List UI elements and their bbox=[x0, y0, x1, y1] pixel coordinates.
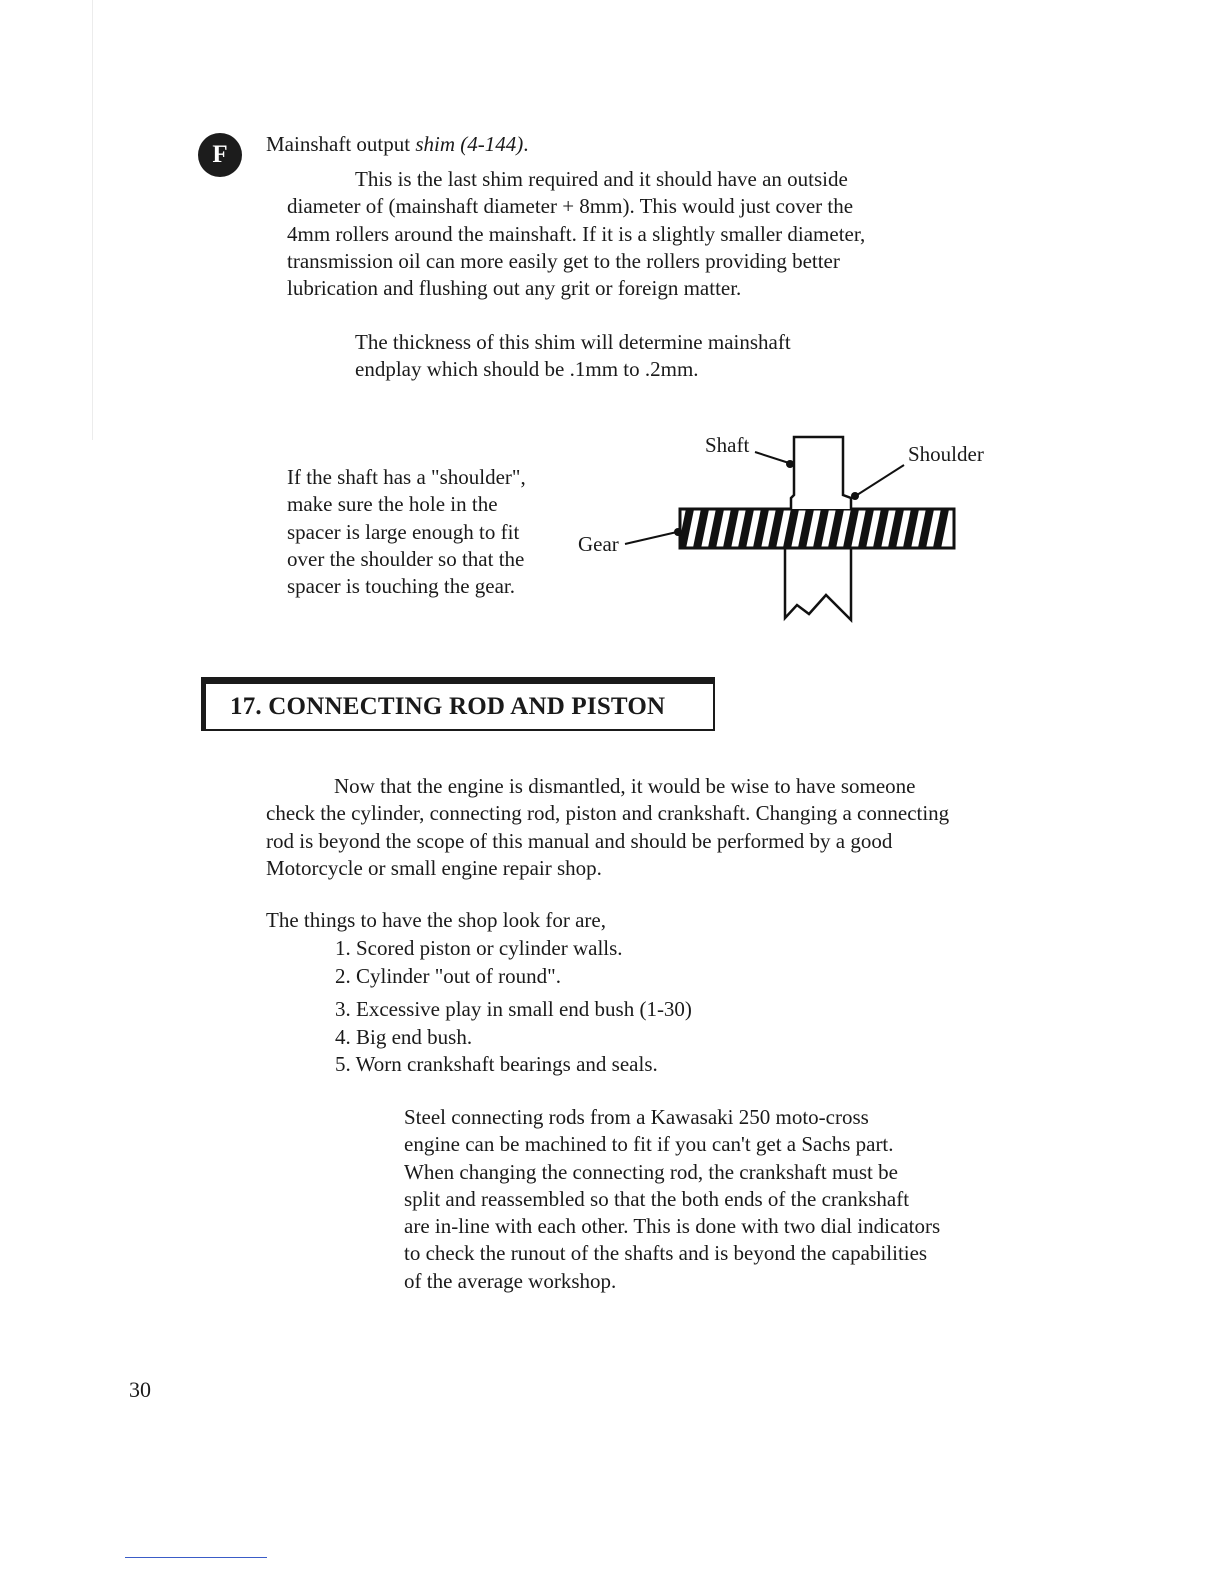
side-note-shoulder bbox=[287, 464, 526, 600]
text-line: spacer is large enough to fit bbox=[287, 519, 520, 544]
list-intro: The things to have the shop look for are, bbox=[266, 908, 606, 932]
shaft-lower bbox=[785, 548, 851, 620]
section-title: 17. CONNECTING ROD AND PISTON bbox=[201, 677, 715, 731]
text-line: Motorcycle or small engine repair shop. bbox=[266, 855, 602, 880]
text-line: This is the last shim required and it should have an outside bbox=[355, 167, 848, 191]
text-line: of the average workshop. bbox=[404, 1268, 617, 1293]
step-heading bbox=[266, 131, 528, 158]
step-heading-ref: shim (4-144) bbox=[415, 132, 524, 156]
paragraph-engine-dismantled bbox=[266, 773, 949, 882]
leader-gear bbox=[625, 532, 677, 544]
list-item: 2. Cylinder "out of round". bbox=[335, 963, 561, 988]
text-line: When changing the connecting rod, the crankshaft must be bbox=[404, 1159, 898, 1184]
text-line: Steel connecting rods from a Kawasaki 250 moto-cross bbox=[404, 1105, 869, 1129]
list-item: 4. Big end bush. bbox=[335, 1024, 473, 1049]
text-line: Now that the engine is dismantled, it would be wise to have someone bbox=[334, 774, 916, 798]
paragraph-endplay bbox=[355, 329, 791, 384]
shaft-gear-diagram bbox=[570, 420, 1010, 635]
step-heading-end: . bbox=[523, 132, 529, 156]
text-line: 4mm rollers around the mainshaft. If it is a slightly smaller diameter, bbox=[287, 221, 866, 246]
text-line: lubrication and flushing out any grit or foreign matter. bbox=[287, 276, 742, 301]
page-number: 30 bbox=[129, 1377, 151, 1402]
leader-shoulder bbox=[857, 465, 904, 495]
list-item: 1. Scored piston or cylinder walls. bbox=[335, 936, 623, 960]
text-line: check the cylinder, connecting rod, piston and crankshaft. Changing a connecting bbox=[266, 801, 950, 826]
label-shoulder: Shoulder bbox=[908, 442, 984, 466]
text-line: over the shoulder so that the bbox=[287, 546, 525, 571]
footnote-rule bbox=[125, 1557, 267, 1558]
paragraph-shim-description bbox=[287, 166, 865, 302]
text-line: engine can be machined to fit if you can't get a Sachs part. bbox=[404, 1132, 894, 1157]
text-line: spacer is touching the gear. bbox=[287, 574, 516, 599]
label-shaft: Shaft bbox=[705, 433, 750, 457]
scan-edge-mark bbox=[92, 0, 93, 440]
list-item: 3. Excessive play in small end bush (1-30) bbox=[335, 997, 692, 1021]
text-line: are in-line with each other. This is done with two dial indicators bbox=[404, 1214, 941, 1239]
label-gear: Gear bbox=[578, 532, 619, 556]
shaft-upper bbox=[791, 437, 851, 509]
leader-dot-shoulder bbox=[851, 492, 859, 500]
text-line: rod is beyond the scope of this manual and should be performed by a good bbox=[266, 828, 893, 853]
leader-dot-shaft bbox=[786, 460, 794, 468]
text-line: split and reassembled so that the both ends of the crankshaft bbox=[404, 1186, 910, 1211]
leader-shaft bbox=[755, 452, 789, 463]
text-line: The thickness of this shim will determine mainshaft bbox=[355, 330, 791, 354]
paragraph-connecting-rods bbox=[404, 1104, 940, 1295]
inspection-list bbox=[335, 935, 692, 1079]
text-line: endplay which should be .1mm to .2mm. bbox=[355, 357, 699, 382]
text-line: transmission oil can more easily get to the rollers providing better bbox=[287, 248, 840, 273]
text-line: diameter of (mainshaft diameter + 8mm). This would just cover the bbox=[287, 194, 854, 219]
step-heading-text: Mainshaft output bbox=[266, 132, 416, 156]
leader-dot-gear bbox=[674, 528, 682, 536]
list-item: 5. Worn crankshaft bearings and seals. bbox=[335, 1052, 658, 1076]
step-badge: F bbox=[198, 133, 242, 177]
text-line: to check the runout of the shafts and is beyond the capabilities bbox=[404, 1241, 928, 1266]
text-line: If the shaft has a "shoulder", bbox=[287, 465, 526, 489]
text-line: make sure the hole in the bbox=[287, 492, 498, 517]
